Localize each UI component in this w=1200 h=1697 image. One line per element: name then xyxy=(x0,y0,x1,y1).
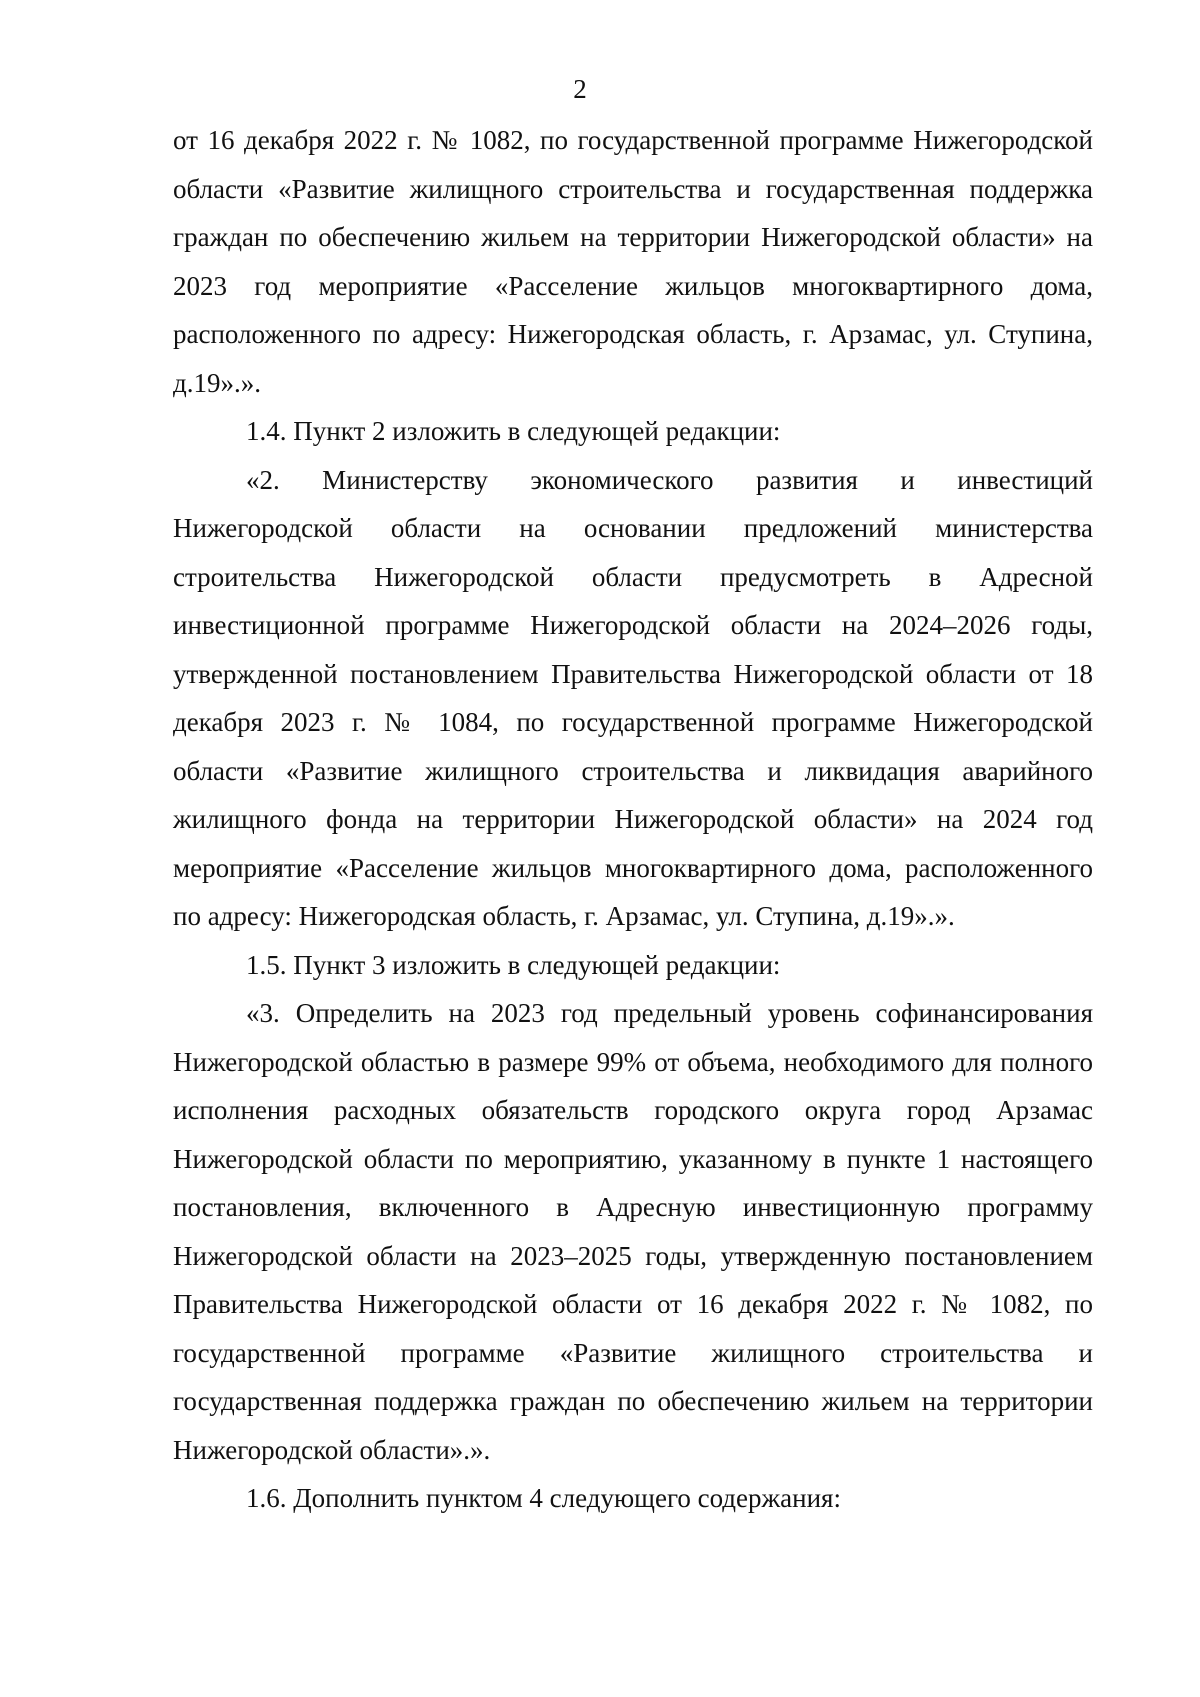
paragraph-1-6-heading: 1.6. Дополнить пунктом 4 следующего содержания: xyxy=(246,1483,841,1513)
paragraph-1-4-body: «2. Министерству экономического развития и инвестиций Нижегородской области на основании предложений министерства строительства Нижегородской области предусмотреть в Адресной инвестиционной программе Нижегородской области на 2024–2026 годы, утвержденной постановлением Правительства Нижегородской области от 18 декабря 2023 г. № 1084, по государственной программе Нижегородской области «Развитие жилищного строительства и ликвидация аварийного жилищного фонда на территории Нижегородской области» на 2024 год мероприятие «Расселение жильцов многоквартирного дома, расположенного по адресу: Нижегородская область, г. Арзамас, ул. Ступина, д.19».». xyxy=(173,464,1093,931)
paragraph-1-5-body: «3. Определить на 2023 год предельный уровень софинансирования Нижегородской областью в размере 99% от объема, необходимого для полного исполнения расходных обязательств городского округа город Арзамас Нижегородской области по мероприятию, указанному в пункте 1 настоящего постановления, включенного в Адресную инвестиционную программу Нижегородской области на 2023–2025 годы, утвержденную постановлением Правительства Нижегородской области от 16 декабря 2022 г. № 1082, по государственной программе «Развитие жилищного строительства и государственная поддержка граждан по обеспечению жильем на территории Нижегородской области».». xyxy=(173,998,1093,1465)
paragraph-1-4-heading: 1.4. Пункт 2 изложить в следующей редакции: xyxy=(246,416,781,446)
paragraph-1-5-heading: 1.5. Пункт 3 изложить в следующей редакции: xyxy=(246,949,781,980)
paragraph-continuation: от 16 декабря 2022 г. № 1082, по государственной программе Нижегородской области «Развитие жилищного строительства и государственная поддержка граждан по обеспечению жильем на территории Нижегородской области» на 2023 год мероприятие «Расселение жильцов многоквартирного дома, расположенного по адресу: Нижегородская область, г. Арзамас, ул. Ступина, д.19».». xyxy=(173,125,1093,398)
document-body xyxy=(173,116,1093,1523)
page-number: 2 xyxy=(573,74,587,104)
